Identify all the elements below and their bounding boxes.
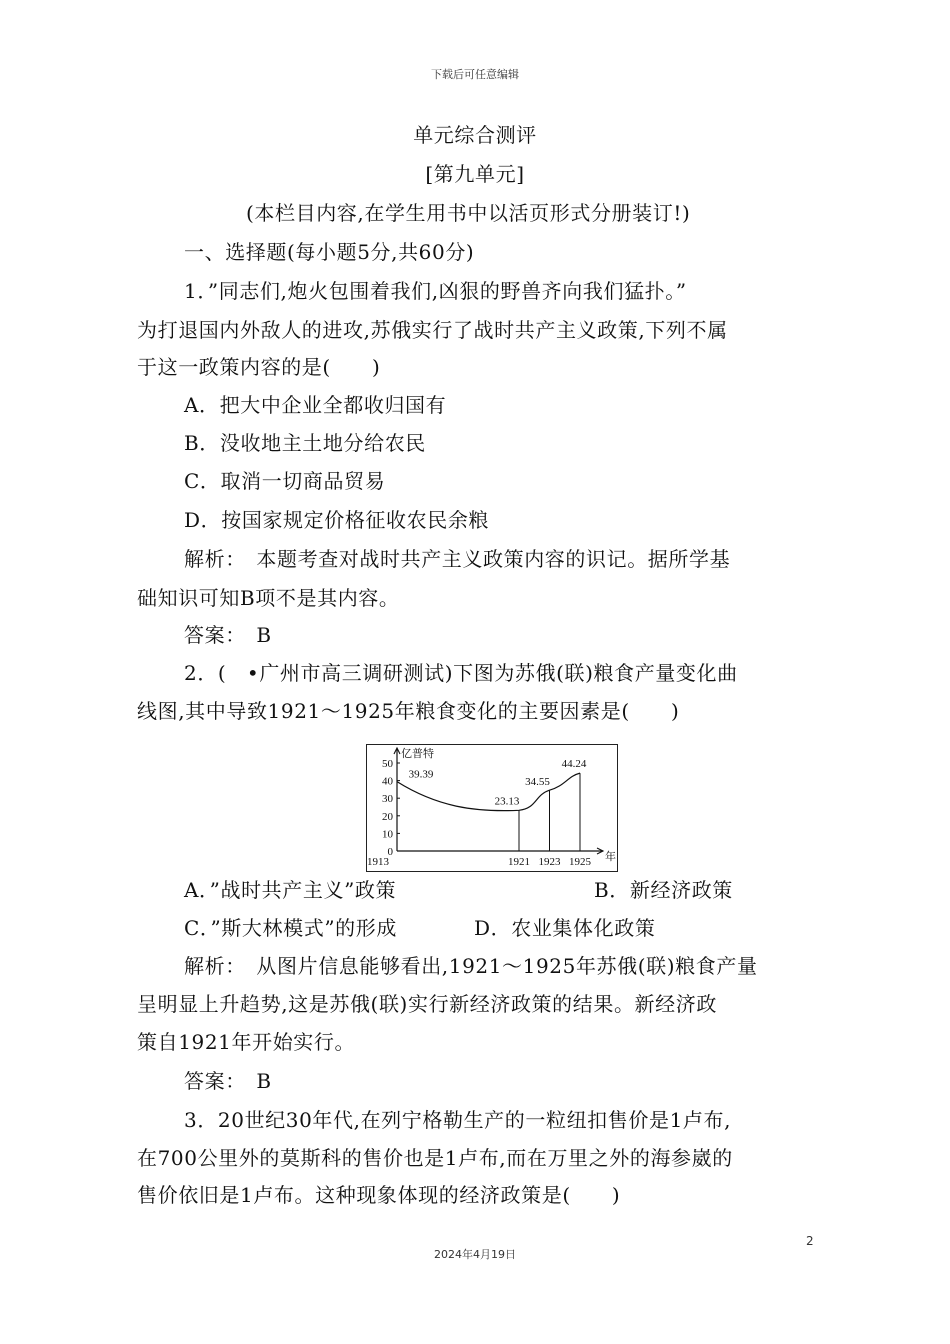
chart-svg (367, 745, 619, 873)
q3-stem-line: 在700公里外的莫斯科的售价也是1卢布,而在万里之外的海参崴的 (137, 1146, 733, 1170)
q2-option-b: B．新经济政策 (594, 878, 733, 902)
q3-stem-line: 售价依旧是1卢布。这种现象体现的经济政策是( ) (137, 1183, 621, 1207)
data-label: 23.13 (494, 795, 520, 808)
q2-stem-line: 线图,其中导致1921～1925年粮食变化的主要因素是( ) (137, 699, 680, 723)
y-tick-label: 0 (387, 846, 393, 858)
data-label: 44.24 (561, 758, 587, 771)
page-header: 下载后可任意编辑 (431, 68, 519, 81)
x-tick-label: 1921 (508, 856, 530, 868)
q1-answer: 答案： B (184, 623, 272, 647)
x-tick-label: 1925 (569, 856, 591, 868)
y-tick-label: 30 (382, 793, 393, 806)
y-axis-label: 亿普特 (401, 748, 434, 760)
grain-output-chart (366, 744, 618, 872)
q1-stem-line: 为打退国内外敌人的进攻,苏俄实行了战时共产主义政策,下列不属 (137, 318, 728, 342)
q1-analysis-line: 础知识可知B项不是其内容。 (137, 586, 400, 610)
y-tick-label: 40 (382, 775, 393, 788)
q2-stem-line: 2．( •广州市高三调研测试)下图为苏俄(联)粮食产量变化曲 (184, 661, 738, 685)
q1-option-b: B．没收地主土地分给农民 (184, 431, 426, 455)
page-footer: 2024年4月19日 (434, 1248, 516, 1261)
x-axis-label: 年 (605, 851, 616, 863)
q1-analysis-line: 解析： 本题考查对战时共产主义政策内容的识记。据所学基 (184, 547, 731, 571)
q1-option-a: A．把大中企业全都收归国有 (184, 393, 447, 417)
binding-note: (本栏目内容,在学生用书中以活页形式分册装订!) (246, 201, 691, 225)
q1-stem-line: 1．”同志们,炮火包围着我们,凶狠的野兽齐向我们猛扑。” (184, 279, 687, 303)
q3-stem-line: 3．20世纪30年代,在列宁格勒生产的一粒纽扣售价是1卢布, (184, 1108, 732, 1132)
q2-option-d: D．农业集体化政策 (474, 916, 656, 940)
y-tick-label: 10 (382, 828, 393, 841)
unit-label: [第九单元] (425, 162, 525, 186)
q2-analysis-line: 策自1921年开始实行。 (137, 1030, 356, 1054)
data-label: 39.39 (408, 768, 434, 781)
y-tick-label: 50 (382, 758, 393, 770)
q2-analysis-line: 解析： 从图片信息能够看出,1921～1925年苏俄(联)粮食产量 (184, 954, 758, 978)
q1-option-d: D．按国家规定价格征收农民余粮 (184, 508, 490, 532)
x-tick-label: 1923 (538, 856, 561, 868)
x-tick-label: 1913 (367, 856, 389, 868)
doc-title: 单元综合测评 (413, 123, 537, 147)
section-heading: 一、选择题(每小题5分,共60分) (184, 240, 475, 264)
q2-analysis-line: 呈明显上升趋势,这是苏俄(联)实行新经济政策的结果。新经济政 (137, 992, 717, 1016)
page-number: 2 (806, 1234, 814, 1248)
data-label: 34.55 (525, 776, 550, 789)
q1-option-c: C．取消一切商品贸易 (184, 469, 386, 493)
q2-answer: 答案： B (184, 1069, 272, 1093)
y-tick-label: 20 (382, 810, 393, 823)
q2-option-c: C．”斯大林模式”的形成 (184, 916, 397, 940)
q2-option-a: A．”战时共产主义”政策 (184, 878, 397, 902)
q1-stem-line: 于这一政策内容的是( ) (137, 355, 381, 379)
